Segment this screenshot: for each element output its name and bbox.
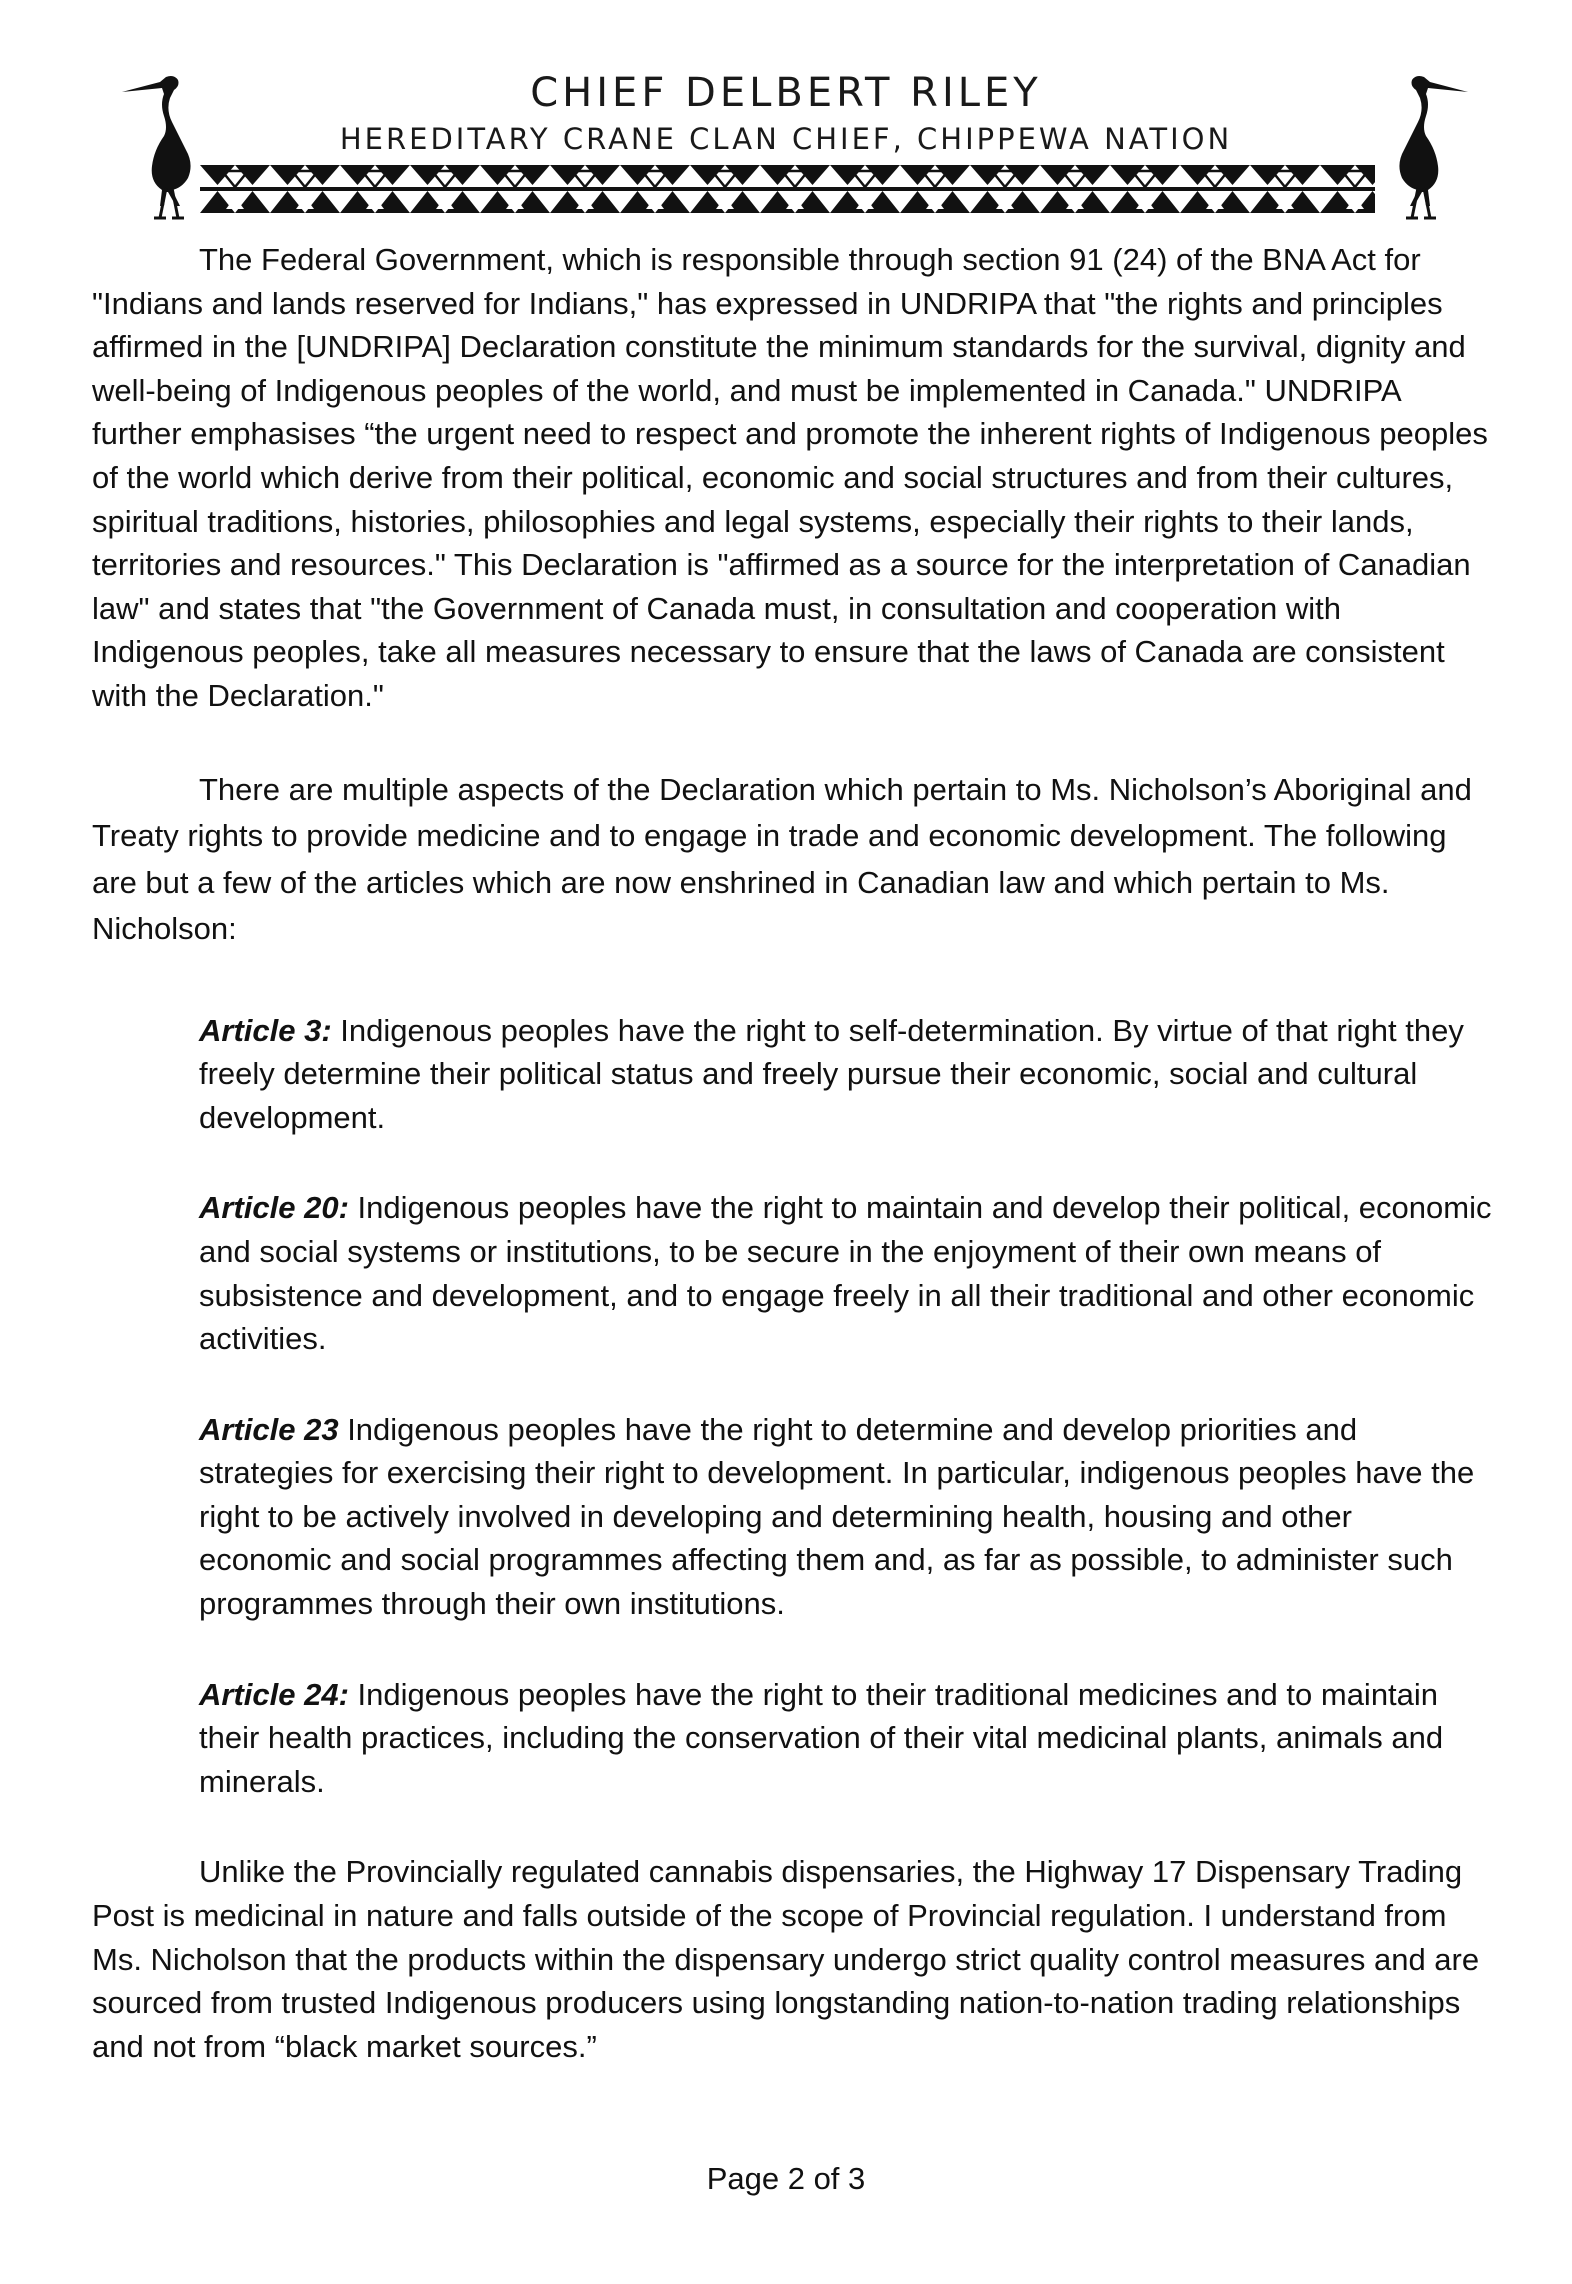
article-24: [199, 1673, 1492, 1804]
crane-right-icon: [1360, 70, 1470, 220]
paragraph-declaration-aspects: There are multiple aspects of the Declaration which pertain to Ms. Nicholson’s Aboriginal and Treaty rights to provide medicine and to engage in trade and economic development. The following are but a few of the articles which are now enshrined in Canadian law and which pertain to Ms. Nicholson:: [92, 771, 1472, 947]
letterhead: [0, 0, 1572, 230]
page-number: Page 2 of 3: [706, 2161, 866, 2196]
paragraph-federal-government: The Federal Government, which is responsible through section 91 (24) of the BNA Act for "Indians and lands reserved for Indians," has expressed in UNDRIPA that "the rights and principles affirmed in the [UNDRIPA] Declaration constitute the minimum standards for the survival, dignity and well-being of Indigenous peoples of the world, and must be implemented in Canada." UNDRIPA further emphasises “the urgent need to respect and promote the inherent rights of Indigenous peoples of the world which derive from their political, economic and social structures and from their cultures, spiritual traditions, histories, philosophies and legal systems, especially their rights to their lands, territories and resources." This Declaration is "affirmed as a source for the interpretation of Canadian law" and states that "the Government of Canada must, in consultation and cooperation with Indigenous peoples, take all measures necessary to ensure that the laws of Canada are consistent with the Declaration.": [92, 242, 1488, 713]
letter-body: [92, 238, 1492, 2068]
article-text: Indigenous peoples have the right to maintain and develop their political, economic and social systems or institutions, to be secure in the enjoyment of their own means of subsistence and development, and to engage freely in all their traditional and other economic activities.: [199, 1190, 1492, 1357]
article-text: Indigenous peoples have the right to determine and develop priorities and strategies for exercising their right to development. In particular, indigenous peoples have the right to be actively involved in developing and determining health, housing and other economic and social programmes affecting them and, as far as possible, to administer such programmes through their own institutions.: [199, 1411, 1475, 1622]
article-label: Article 24:: [199, 1676, 349, 1712]
article-20: [199, 1186, 1492, 1360]
article-text: Indigenous peoples have the right to self-determination. By virtue of that right they freely determine their political status and freely pursue their economic, social and cultural development.: [199, 1012, 1464, 1135]
triangle-pattern-band: [200, 165, 1375, 215]
letterhead-subtitle: HEREDITARY CRANE CLAN CHIEF, CHIPPEWA NATION: [339, 122, 1233, 156]
paragraph-dispensary: Unlike the Provincially regulated cannabis dispensaries, the Highway 17 Dispensary Trading Post is medicinal in nature and falls outside of the scope of Provincial regulation. I understand from Ms. Nicholson that the products within the dispensary undergo strict quality control measures and are sourced from trusted Indigenous producers using longstanding nation-to-nation trading relationships and not from “black market sources.”: [92, 1854, 1480, 2064]
article-label: Article 23: [199, 1411, 339, 1447]
article-3: [199, 1009, 1492, 1140]
article-label: Article 3:: [199, 1012, 332, 1048]
article-23: [199, 1408, 1492, 1626]
letterhead-name: CHIEF DELBERT RILEY: [530, 70, 1042, 116]
article-text: Indigenous peoples have the right to their traditional medicines and to maintain their health practices, including the conservation of their vital medicinal plants, animals and minerals.: [199, 1676, 1444, 1799]
article-label: Article 20:: [199, 1190, 349, 1226]
